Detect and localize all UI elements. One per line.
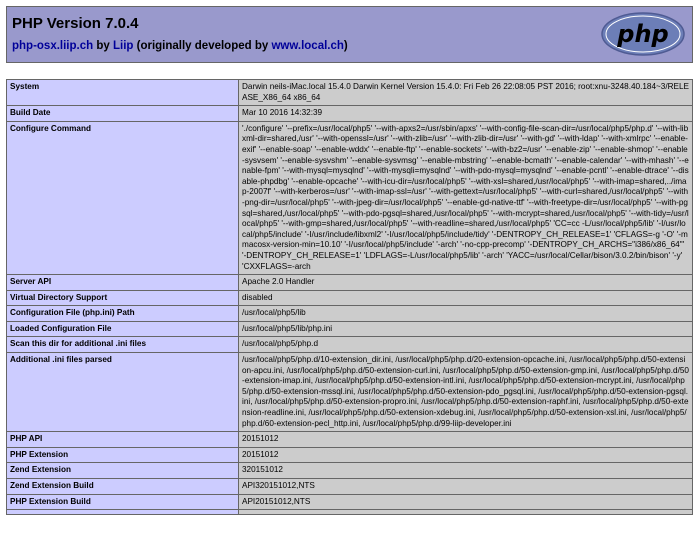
- link-liip[interactable]: Liip: [112, 40, 134, 52]
- table-row: [7, 290, 693, 306]
- table-row: [7, 432, 693, 448]
- table-row: [7, 306, 693, 322]
- row-value: Mar 10 2016 14:32:39: [239, 106, 693, 122]
- header-credits: [12, 40, 348, 52]
- row-label: PHP Extension Build: [7, 494, 239, 510]
- table-row: [7, 321, 693, 337]
- link-php-osx[interactable]: php-osx.liip.ch: [12, 40, 94, 52]
- row-label: Virtual Directory Support: [7, 290, 239, 306]
- row-value: API320151012,NTS: [239, 479, 693, 495]
- row-label: Build Date: [7, 106, 239, 122]
- row-label: Zend Extension: [7, 463, 239, 479]
- row-label: Scan this dir for additional .ini files: [7, 337, 239, 353]
- row-value: API20151012,NTS: [239, 494, 693, 510]
- row-value: './configure' '--prefix=/usr/local/php5' '--with-apxs2=/usr/sbin/apxs' '--with-config-file-scan-dir=/usr/local/php5/php.d' '--with-libxml-dir=shared,/usr' '--with-openssl=/usr' '--with-zlib=/usr' '--with-zlib-dir=/usr' '--with-gd' '--with-ldap' '--with-xmlrpc' '--enable-exif' '--enable-soap' '--enable-wddx' '--enable-ftp' '--enable-sockets' '--with-bz2=/usr' '--enable-zip' '--enable-shmop' '--enable-sysvsem' '--enable-sysvshm' '--enable-sysvmsg' '--enable-mbstring' '--enable-bcmath' '--enable-calendar' '--with-mhash' '--enable-fpm' '--with-mysql=mysqlnd' '--with-mysqli=mysqlnd' '--with-pdo-mysql=mysqlnd' '--enable-pcntl' '--enable-dtrace' '--disable-phpdbg' '--enable-opcache' '--with-icu-dir=/usr/local/php5' '--with-xsl=shared,/usr/local/php5' '--with-imap=shared,../imap-2007f' '--with-kerberos=/usr' '--with-imap-ssl=/usr' '--with-gettext=/usr/local/php5' '--with-curl=shared,/usr/local/php5' '--with-png-dir=/usr/local/php5' '--with-jpeg-dir=/usr/local/php5' '--enable-gd-native-ttf' '--with-freetype-dir=/usr/local/php5' '--with-pgsql=shared,/usr/local/php5' '--with-pdo-pgsql=shared,/usr/local/php5' '--with-mcrypt=shared,/usr/local/php5' '--with-tidy=/usr/local/php5' '--with-gmp=shared,/usr/local/php5' '--with-readline=shared,/usr/local/php5' 'CC=cc -L/usr/local/php5/lib' '-I/usr/local/php5/include' '-I/usr/include/libxml2' '-I/usr/local/php5/include/tidy' '-DENTROPY_CH_RELEASE=1' 'CFLAGS=-g '-O' '-mmacosx-version-min=10.10' '-I/usr/local/php5/include' '-arch' '-no-cpp-precomp' '-DENTROPY_CH_ARCHS="i386/x86_64"' '-DENTROPY_CH_RELEASE=1' 'LDFLAGS=-L/usr/local/php5/lib' '-arch' 'YACC=/usr/local/Cellar/bison/3.0.2/bin/bison' '-y' 'CXXFLAGS=-arch: [239, 121, 693, 274]
- table-row: [7, 463, 693, 479]
- row-value: [239, 510, 693, 515]
- row-value: 320151012: [239, 463, 693, 479]
- table-row: [7, 80, 693, 106]
- table-row: [7, 479, 693, 495]
- row-value: /usr/local/php5/lib: [239, 306, 693, 322]
- link-local-ch[interactable]: www.local.ch: [271, 40, 344, 52]
- row-label: Zend Extension Build: [7, 479, 239, 495]
- table-row: [7, 510, 693, 515]
- table-row: [7, 447, 693, 463]
- table-row: [7, 121, 693, 274]
- page-title: PHP Version 7.0.4: [12, 15, 139, 32]
- row-label: PHP Extension: [7, 447, 239, 463]
- table-row: [7, 353, 693, 432]
- php-logo-icon[interactable]: [600, 11, 686, 57]
- table-row: [7, 275, 693, 291]
- row-value: /usr/local/php5/php.d/10-extension_dir.ini, /usr/local/php5/php.d/20-extension-opcache.ini, /usr/local/php5/php.d/50-extension-apcu.ini, /usr/local/php5/php.d/50-extension-curl.ini, /usr/local/php5/php.d/50-extension-gmp.ini, /usr/local/php5/php.d/50-extension-imap.ini, /usr/local/php5/php.d/50-extension-intl.ini, /usr/local/php5/php.d/50-extension-mcrypt.ini, /usr/local/php5/php.d/50-extension-mssql.ini, /usr/local/php5/php.d/50-extension-pdo_pgsql.ini, /usr/local/php5/php.d/50-extension-pgsql.ini, /usr/local/php5/php.d/50-extension-propro.ini, /usr/local/php5/php.d/50-extension-raphf.ini, /usr/local/php5/php.d/50-extension-readline.ini, /usr/local/php5/php.d/50-extension-xdebug.ini, /usr/local/php5/php.d/50-extension-xsl.ini, /usr/local/php5/php.d/60-extension-pecl_http.ini, /usr/local/php5/php.d/99-liip-developer.ini: [239, 353, 693, 432]
- row-label: Server API: [7, 275, 239, 291]
- originally-text: (originally developed by: [136, 40, 269, 52]
- row-label: Configuration File (php.ini) Path: [7, 306, 239, 322]
- row-value: 20151012: [239, 432, 693, 448]
- row-value: 20151012: [239, 447, 693, 463]
- table-row: [7, 106, 693, 122]
- table-row: [7, 337, 693, 353]
- php-logo-text: php: [617, 20, 669, 48]
- row-label: Configure Command: [7, 121, 239, 274]
- row-label: [7, 510, 239, 515]
- row-label: System: [7, 80, 239, 106]
- table-row: [7, 494, 693, 510]
- row-value: disabled: [239, 290, 693, 306]
- row-label: Loaded Configuration File: [7, 321, 239, 337]
- row-value: /usr/local/php5/lib/php.ini: [239, 321, 693, 337]
- row-value: Apache 2.0 Handler: [239, 275, 693, 291]
- phpinfo-header: [6, 6, 693, 63]
- close-paren: ): [343, 40, 348, 52]
- by-text: by: [96, 40, 110, 52]
- row-label: Additional .ini files parsed: [7, 353, 239, 432]
- row-label: PHP API: [7, 432, 239, 448]
- row-value: Darwin neils-iMac.local 15.4.0 Darwin Kernel Version 15.4.0: Fri Feb 26 22:08:05 PST 2016; root:xnu-3248.40.184~3/RELEASE_X86_64 x86_64: [239, 80, 693, 106]
- php-info-table: [6, 79, 693, 515]
- row-value: /usr/local/php5/php.d: [239, 337, 693, 353]
